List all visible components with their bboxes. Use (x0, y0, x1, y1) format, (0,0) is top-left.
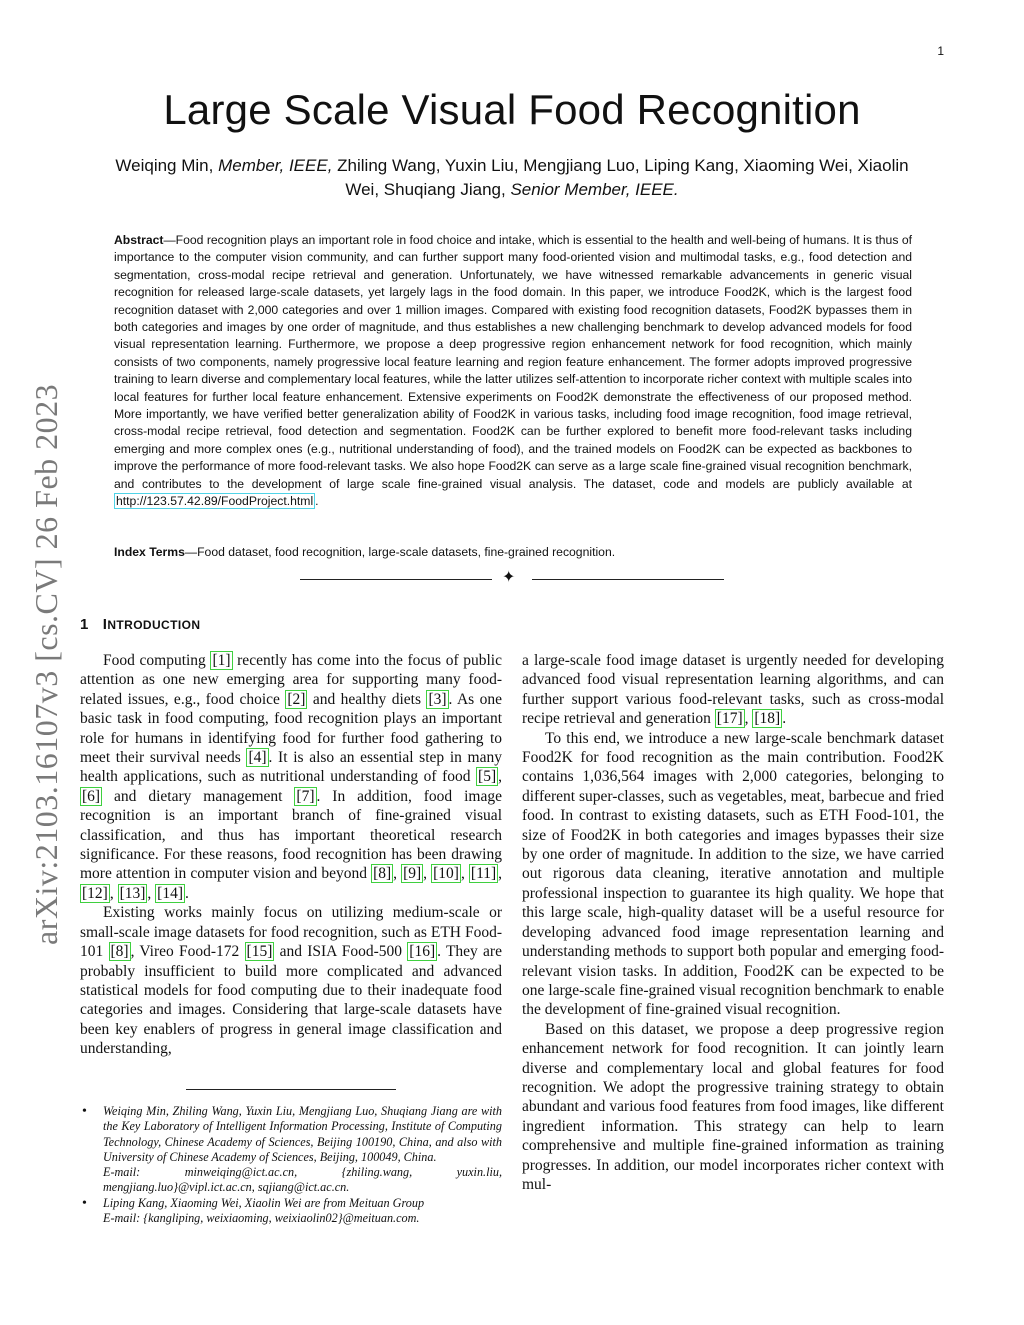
citation-link[interactable]: [18] (754, 710, 781, 728)
paragraph (80, 903, 502, 1058)
paragraph (80, 651, 502, 903)
paragraph (522, 729, 944, 1020)
citation-link[interactable]: [4] (248, 749, 267, 767)
paragraph-text: , (147, 884, 156, 902)
citation-link[interactable]: [10] (433, 865, 459, 883)
paragraph-text: recently has come into the focus of public attention as one new emerging area for supporting many food-related issues, e.g., food choice (80, 652, 502, 708)
citation-link[interactable]: [8] (110, 943, 129, 961)
section-title-rest: NTRODUCTION (107, 618, 201, 632)
paragraph-text: , (423, 865, 432, 883)
footnote-bullet: • (82, 1104, 87, 1119)
footnote (80, 1104, 502, 1196)
citation-link[interactable]: [16] (409, 943, 436, 961)
authors-line2-a: Wei, Shuqiang Jiang, (345, 180, 511, 199)
citation-link[interactable]: [14] (157, 884, 183, 902)
paragraph (522, 1020, 944, 1195)
paper-title: Large Scale Visual Food Recognition (163, 86, 861, 133)
citation-link[interactable]: [17] (716, 710, 743, 728)
paragraph-text: To this end, we introduce a new large-scale benchmark dataset Food2K for food recognition as the main contribution. Food2K contains 1,036,564 images with 2,000 categories, belonging to different super-classes, such as vegetables, meat, barbecue and fried food. In contrast to existing datasets, such as ETH Food-101, the size of Food2K in both categories and images bypasses their size by one order of magnitude. In addition to the size, we have carried out rigorous data cleaning, iterative annotation and multiple professional inspection to guarantee its high quality. We hope that this large scale, high-quality dataset will be a useful resource for developing advanced food image representation learning and understanding methods to support both popular and emerging food-relevant vision tasks. In addition, Food2K can be expected to be one large-scale fine-grained visual recognition benchmark to enable the development of fine-grained visual recognition. (522, 729, 944, 1019)
section-title-first: I (102, 616, 108, 633)
citation-link[interactable]: [9] (403, 865, 422, 883)
footnote (80, 1196, 502, 1227)
divider-diamond-icon: ✦ (502, 569, 516, 586)
footnote-email: E-mail: minweiqing@ict.ac.cn, {zhiling.wang, yuxin.liu, mengjiang.luo}@vipl.ict.ac.cn, sqjiang@ict.ac.cn. (103, 1165, 502, 1195)
index-terms-text: —Food dataset, food recognition, large-scale datasets, fine-grained recognition. (184, 545, 616, 559)
paragraph-text: Food computing (103, 652, 211, 669)
paragraph-text: and dietary management (102, 787, 295, 805)
authors-line1-a: Weiqing Min, (115, 156, 219, 175)
section-heading-introduction (80, 616, 200, 633)
author-list (80, 154, 944, 202)
citation-link[interactable]: [1] (212, 652, 231, 669)
index-terms-label: Index Terms (114, 545, 185, 559)
project-url-link[interactable]: http://123.57.42.89/FoodProject.html (116, 494, 314, 509)
paragraph-text: . (184, 884, 189, 902)
paragraph-text: , (744, 710, 753, 728)
abstract-end: . (315, 494, 319, 509)
paragraph-text: , (393, 865, 402, 883)
page-number: 1 (937, 44, 944, 58)
citation-link[interactable]: [8] (373, 865, 392, 883)
citation-link[interactable]: [13] (119, 884, 146, 902)
paragraph-text: . As one basic task in food computing, food recognition plays an important role for humans in identifying food for further food gathering to meet their survival needs (80, 690, 503, 767)
paragraph-text: . (782, 710, 787, 728)
authors-line2-b: Senior Member, IEEE. (510, 180, 679, 199)
paragraph-text: . In addition, food image recognition is an important branch of fine-grained visual classification, and thus has important theoretical research significance. For these reasons, food recognition has been drawing more attention in computer vision and beyond (80, 787, 502, 883)
index-terms (114, 544, 912, 561)
citation-link[interactable]: [15] (246, 943, 273, 961)
paragraph-text: , Vireo Food-172 (130, 943, 245, 961)
paragraph-text: a large-scale food image dataset is urgently needed for developing advanced food visual representation learning algorithms, and can further support various food-relevant tasks, such as cross-modal recipe retrieval and generation (522, 652, 944, 728)
paragraph-text: , (460, 865, 469, 883)
paragraph-text: Based on this dataset, we propose a deep progressive region enhancement network for food recognition. It can jointly learn diverse and complementary local and global features for food recognition. We adopt the progressive training strategy to obtain abundant and various food features from food images, like different ingredient information. This strategy can help to learn comprehensive and multiple fine-grained information as training progresses. In addition, our model incorporates richer context with mul- (522, 1020, 944, 1193)
citation-link[interactable]: [6] (82, 787, 101, 805)
section-number: 1 (80, 616, 89, 633)
paragraph-text: and healthy diets (307, 690, 427, 708)
paragraph-text: . They are probably insufficient to build more complicated and advanced statistical models for food computing due to their inadequate food categories and images. Considering that large-scale datasets have been key enablers of progress in general image classification and understanding, (80, 943, 502, 1058)
abstract-label: Abstract (114, 233, 164, 247)
paragraph-text: , (498, 768, 502, 786)
paragraph-text: , (498, 865, 503, 883)
arxiv-identifier-stamp: arXiv:2103.16107v3 [cs.CV] 26 Feb 2023 (28, 383, 64, 945)
citation-link[interactable]: [12] (82, 884, 108, 902)
citation-link[interactable]: [5] (478, 768, 497, 786)
abstract-text: —Food recognition plays an important role in food choice and intake, which is essential to the health and well-being of humans. It is thus of importance to the computer vision community, and can further support many food-oriented vision and multimodal tasks, e.g., food detection and segmentation, cross-modal recipe retrieval and generation. Unfortunately, we have witnessed remarkable advancements in generic visual recognition for released large-scale datasets, yet largely lags in the food domain. In this paper, we introduce Food2K, which is the largest food recognition dataset with 2,000 categories and over 1 million images. Compared with existing food recognition datasets, Food2K bypasses them in both categories and images by one order of magnitude, and thus establishes a new challenging benchmark to develop advanced models for food visual representation learning. Furthermore, we propose a deep progressive region enhancement network for food recognition, which mainly consists of two components, namely progressive local feature learning and region feature enhancement. The former adopts improved progressive training to learn diverse and complementary local features, while the latter utilizes self-attention to incorporate richer context with multiple scales into local features for further local feature enhancement. Extensive experiments on Food2K demonstrate the effectiveness of our proposed method. More importantly, we have verified better generalization ability of Food2K in various tasks, including food image recognition, food image retrieval, cross-modal recipe retrieval, food detection and segmentation. Food2K can be further explored to benefit more food-relevant tasks including emerging and more complex ones (e.g., nutritional understanding of food), and the trained models on Food2K can be expected as backbones to improve the performance of more food-relevant tasks. We also hope Food2K can serve as a large scale fine-grained visual recognition benchmark, and contributes to the development of large scale fine-grained visual analysis. The dataset, code and models are publicly available at (114, 233, 912, 491)
paragraph-text: . It is also an essential step in many health applications, such as nutritional understanding of food (80, 749, 502, 786)
citation-link[interactable]: [11] (470, 865, 497, 883)
right-column (522, 651, 944, 1194)
paragraph-text: and ISIA Food-500 (274, 943, 408, 961)
authors-line1-b: Member, IEEE, (218, 156, 333, 175)
footnote-email: E-mail: {kangliping, weixiaoming, weixiaolin02}@meituan.com. (103, 1211, 420, 1226)
footnote-bullet: • (82, 1195, 87, 1211)
paragraph (522, 651, 944, 729)
abstract (114, 232, 912, 511)
citation-link[interactable]: [3] (428, 690, 447, 708)
divider-line-right (532, 579, 724, 580)
footnotes (80, 1104, 502, 1226)
footnote-rule (186, 1089, 396, 1090)
left-column (80, 651, 502, 1059)
paragraph-text: Existing works mainly focus on utilizing medium-scale or small-scale image datasets for food recognition, such as ETH Food-101 (80, 904, 502, 961)
citation-link[interactable]: [2] (287, 690, 306, 708)
citation-link[interactable]: [7] (296, 787, 315, 805)
paragraph-text: , (109, 884, 118, 902)
authors-line1-c: Zhiling Wang, Yuxin Liu, Mengjiang Luo, Liping Kang, Xiaoming Wei, Xiaolin (332, 156, 909, 175)
section-divider (300, 570, 724, 588)
divider-line-left (300, 579, 492, 580)
footnote-text: Weiqing Min, Zhiling Wang, Yuxin Liu, Mengjiang Luo, Shuqiang Jiang are with the Key Laboratory of Intelligent Information Processing, Institute of Computing Technology, Chinese Academy of Sciences, Beijing 100190, China, and also with University of Chinese Academy of Sciences, Beijing, 100049, China. (103, 1104, 502, 1164)
footnote-text: Liping Kang, Xiaoming Wei, Xiaolin Wei are from Meituan Group (103, 1195, 425, 1210)
